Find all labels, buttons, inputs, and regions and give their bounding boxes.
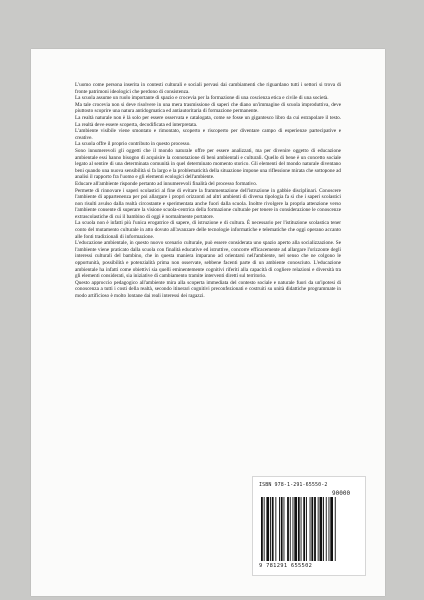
barcode-stripe [314,497,316,561]
barcode-stripe [266,497,269,561]
paragraph: L'uomo come persona inserita in contesti culturali e sociali pervasi dai cambiamenti che riguardano tutti i settori si trova di fronte patrimoni ideologici che perdono di consistenza. [75,82,341,95]
barcode-label [252,476,366,576]
paragraph: Ma tale crocevia non si deve risolvere in una mera trasmissione di saperi che diano un'immagine di scuola improduttiva, deve piuttosto scoprire una natura antidogmatica ed antiautoritaria di formazione permanente. [75,101,341,115]
barcode-stripe [298,497,300,561]
barcode-stripe [318,497,319,561]
book-back-cover [31,49,385,596]
barcode-stripe [323,497,324,561]
barcode-stripe [335,497,336,561]
barcode-stripe [330,497,333,561]
barcode-icon [261,497,361,561]
barcode-stripe [326,497,327,561]
isbn-text: ISBN 978-1-291-65550-2 [259,482,328,488]
barcode-stripe [311,497,313,561]
barcode-stripe [264,497,265,561]
barcode-stripe [310,497,311,561]
paragraph: L'ambiente visibile viene smontato e rimontato, scoperto e riscoperto per diventare campo di esperienze partecipative e creative. [75,128,341,141]
paragraph: La scuola non è infatti più l'unica erogatrice di sapere, di istruzione e di cultura. È necessario per l'istituzione scolastica tener conto del mutamento culturale in atto dovuto all'avanzare delle tecnologie informatiche e telematiche che oggi operano accanto alle fonti tradizionali di informazione. [75,220,341,240]
barcode-stripe [284,497,285,561]
paragraph: La scuola offre il proprio contributo in questo processo. [75,141,191,148]
paragraph: Permette di rinnovare i saperi scolastici al fine di evitare la frammentazione dell'istruzione in gabbie disciplinari. Conoscere l'ambiente di appartenenza per poi allargare i propri orizzonti ad altri ambienti di diversa tipologia fa sì che i saperi scolastici non risulti avulso dalla realtà circostante e sperimentata anche fuori dalla scuola. Inoltre rivolgere la propria attenzione verso l'ambiente consente di superare la visione scuola-centrica della formazione culturale per tenere in considerazione le conoscenze extrascolastiche di cui il bambino di oggi è normalmente portatore. [75,187,341,220]
paragraph: L'educazione ambientale, in questo nuovo scenario culturale, può essere considerata uno spazio aperto alla socializzazione. Se l'ambiente viene praticato dalla scuola con finalità educative ed istruttive, concorre efficacemente ad allargare l'orizzonte degli interessi culturali del bambino, che in questa maniera imparano ad orientarsi nell'ambiente, nel senso che ne colgono le opportunità, possibilità e potenzialità prima non osservate, sebbene facenti parte di un ambiente conosciuto. L'educazione ambientale ha infatti come obiettivi sia quelli eminentemente cognitivi riferiti alla capacità di cogliere relazioni e diversità tra gli elementi considerati, sia iniziative di cambiamento tramite interventi diretti sul territorio. [75,240,341,280]
barcode-stripe [275,497,276,561]
barcode-digits: 9 781291 655502 [259,563,313,569]
barcode-stripe [287,497,289,561]
paragraph: La realtà naturale non è là solo per essere osservata e catalogata, come se fosse un gigantesco libro da cui estrapolare il testo. La realtà deve essere scoperta, decodificata ed interpretata. [75,114,341,128]
paragraph: Questo approccio pedagogico all'ambiente mira alla scoperta immediata del contesto sociale e naturale fuori da un'ipotesi di conoscenza a tutti i costi della realtà, secondo itinerari cognitivi preconfezionati e costruiti su unità didattiche programmate in modo artificioso è molto lontane dai reali interessi dei ragazzi. [75,279,341,299]
price-code: 90000 [332,490,351,497]
barcode-stripe [279,497,280,561]
barcode-stripe [293,497,294,561]
barcode-stripe [306,497,307,561]
barcode-stripe [301,497,302,561]
barcode-stripe [281,497,283,561]
blurb-text [75,82,341,300]
paragraph: Sono innumerevoli gli oggetti che il mondo naturale offre per essere analizzati, ma per divenire oggetto di educazione ambientale essi hanno bisogno di acquisire la connotazione di beni ambientali e culturali. Quello di bene è un concetto sociale legato al sentire di una determinata comunità in quel determinato momento storico. Gli elementi del mondo naturale diventano beni quando una nuova sensibilità si fa largo e la problematicità della situazione impone una riflessione mirata che sottopone ad analisi il rapporto fra l'uomo e gli elementi ecologici dell'ambiente. [75,147,341,181]
barcode-stripe [261,497,263,561]
barcode-stripe [320,497,323,561]
barcode-stripe [294,497,297,561]
barcode-stripe [272,497,274,561]
barcode-stripe [329,497,330,561]
barcode-stripe [303,497,305,561]
paragraph: La scuola assume un ruolo importante di spazio e crocevia per la formazione di una coscienza etica e civile di una società. [75,95,329,102]
barcode-stripe [270,497,271,561]
paragraph: Educare all'ambiente risponde pertanto ad innumerevoli finalità del processo formativo. [75,180,258,187]
barcode-stripe [290,497,291,561]
